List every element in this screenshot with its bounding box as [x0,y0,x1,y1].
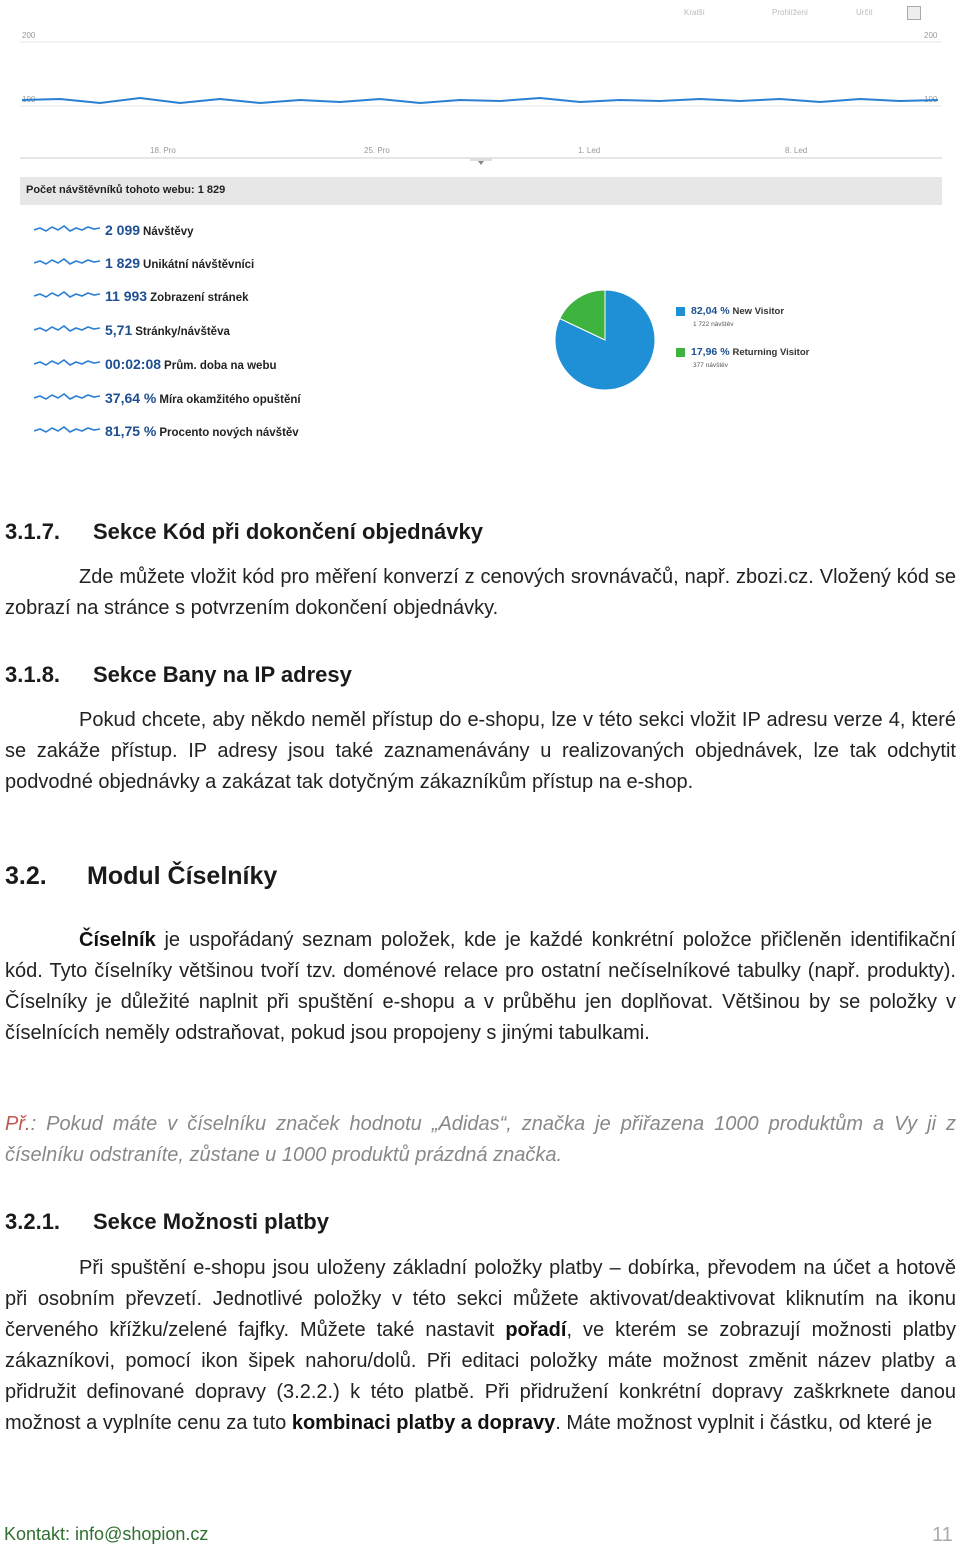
example-text: : Pokud máte v číselníku značek hodnotu „Adidas“, značka je přiřazena 1000 produktům a Vy ji z číselníku odstraníte, zůstane u 1000 produktů prázdná značka. [5,1113,956,1166]
sparkline-icon [34,388,102,404]
legend-percent: 17,96 % [691,346,730,358]
section-title: Sekce Bany na IP adresy [93,662,352,687]
bold-term: pořadí [505,1319,567,1341]
section-number: 3.2. [5,862,47,890]
section-heading-3-2-1 [5,1209,329,1235]
legend-sublabel: 1 722 návštěv [693,321,734,328]
sparkline-icon [34,320,102,336]
metric-row [34,284,364,308]
summary-bar [20,177,942,205]
section-paragraph: Zde můžete vložit kód pro měření konverzí z cenových srovnávačů, např. zbozi.cz. Vložený kód se zobrazí na stránce s potvrzením dokončení objednávky. [5,566,956,619]
analytics-screenshot [0,0,960,460]
bold-term: kombinaci platby a dopravy [291,1412,556,1434]
summary-title: Počet návštěvníků tohoto webu: 1 829 [26,184,226,196]
metric-row [34,218,364,242]
metric-value: 00:02:08 [105,356,162,372]
page-number: 11 [932,1524,953,1546]
metric-label: Míra okamžitého opuštění [159,394,301,406]
section-heading-3-1-8 [5,662,352,688]
footer-contact[interactable]: Kontakt: info@shopion.cz [4,1524,209,1544]
sparkline-icon [34,220,102,236]
metric-value: 11 993 [105,288,148,304]
visits-line [22,98,938,103]
section-heading-3-1-7 [5,519,483,545]
section-paragraph [5,925,956,1049]
visitor-type-pie-chart [540,288,670,392]
metric-row [34,419,364,443]
toolbar-link[interactable]: Kratší [684,8,705,17]
metric-value: 2 099 [105,222,141,238]
x-axis-date: 8. Led [785,146,808,155]
metric-row [34,318,364,342]
legend-sublabel: 377 návštěv [693,362,729,369]
metric-row [34,251,364,275]
y-axis-label-left-mid: 100 [22,95,36,104]
x-axis-date: 18. Pro [150,146,176,155]
metric-value: 37,64 % [105,390,157,406]
y-axis-label-left-top: 200 [22,31,36,40]
metric-label: Návštěvy [143,226,194,238]
section-title: Sekce Kód při dokončení objednávky [93,519,483,544]
section-heading-3-2 [5,862,277,891]
y-axis-label-right-mid: 100 [924,95,938,104]
legend-label: Returning Visitor [732,347,810,358]
section-title: Sekce Možnosti platby [93,1209,329,1234]
section-number: 3.1.8. [5,662,61,687]
section-paragraph: Při spuštění e-shopu jsou uloženy základní položky platby – dobírka, převodem na účet a hotově při osobním převzetí. Jednotlivé položky v této sekci můžete aktivovat/deaktivovat kliknutím na ikonu červeného křížku/zelené fajfky. Můžete také nastavit pořadí, ve kterém se zobrazují možnosti platby zákazníkovi, pomocí ikon šipek nahoru/dolů. Při editaci položky máte možnost změnit název platby a přidružit definované dopravy (3.2.2.) k této platbě. Při přidružení konkrétní dopravy zaškrknete danou možnost a vyplníte cenu za tuto kombinaci platby a dopravy. Máte možnost vyplnit i částku, od které je [5,1257,956,1434]
x-axis-date: 25. Pro [364,146,390,155]
metric-row [34,386,364,410]
legend-swatch [676,307,685,316]
section-number: 3.1.7. [5,519,61,544]
example-note [5,1109,956,1171]
sparkline-icon [34,286,102,302]
paragraph-text: je uspořádaný seznam položek, kde je každé konkrétní položce přičleněn identifikační kód. Tyto číselníky většinou tvoří tzv. doménové relace pro ostatní nečíselníkové tabulky (např. produkty). Číselníky je důležité naplnit při spuštění e-shopu a v průběhu jen doplňovat. Většinou by se položky v číselnících neměly odstraňovat, pokud jsou propojeny s jinými tabulkami. [5,929,956,1044]
metric-value: 5,71 [105,322,133,338]
metric-value: 81,75 % [105,423,157,439]
x-axis-date: 1. Led [578,146,601,155]
metric-label: Zobrazení stránek [150,292,249,304]
metric-label: Prům. doba na webu [164,360,277,372]
metric-label: Unikátní návštěvníci [143,259,255,271]
metric-row [34,352,364,376]
section-number: 3.2.1. [5,1209,61,1234]
sparkline-icon [34,253,102,269]
legend-label: New Visitor [732,306,785,317]
toolbar-link[interactable]: Prohlížení [772,8,809,17]
toolbar-link[interactable]: Určit [856,8,873,17]
export-icon[interactable] [907,6,921,20]
legend-swatch [676,348,685,357]
resize-handle-icon[interactable] [470,158,492,166]
visits-line-graph [0,20,960,165]
metric-value: 1 829 [105,255,141,271]
legend-percent: 82,04 % [691,305,730,317]
metric-label: Stránky/návštěva [135,326,230,338]
example-label: Př. [5,1113,31,1135]
y-axis-label-right-top: 200 [924,31,938,40]
bold-term: Číselník [79,929,156,951]
section-paragraph: Pokud chcete, aby někdo neměl přístup do e-shopu, lze v této sekci vložit IP adresu verze 4, které se zakáže přístup. IP adresy jsou také zaznamenávány u realizovaných objednávek, lze tak odchytit podvodné objednávky a zakázat tak dotyčným zákazníkům přístup na e-shop. [5,709,956,793]
sparkline-icon [34,421,102,437]
metric-label: Procento nových návštěv [159,427,299,439]
section-title: Modul Číselníky [87,862,278,890]
sparkline-icon [34,354,102,370]
